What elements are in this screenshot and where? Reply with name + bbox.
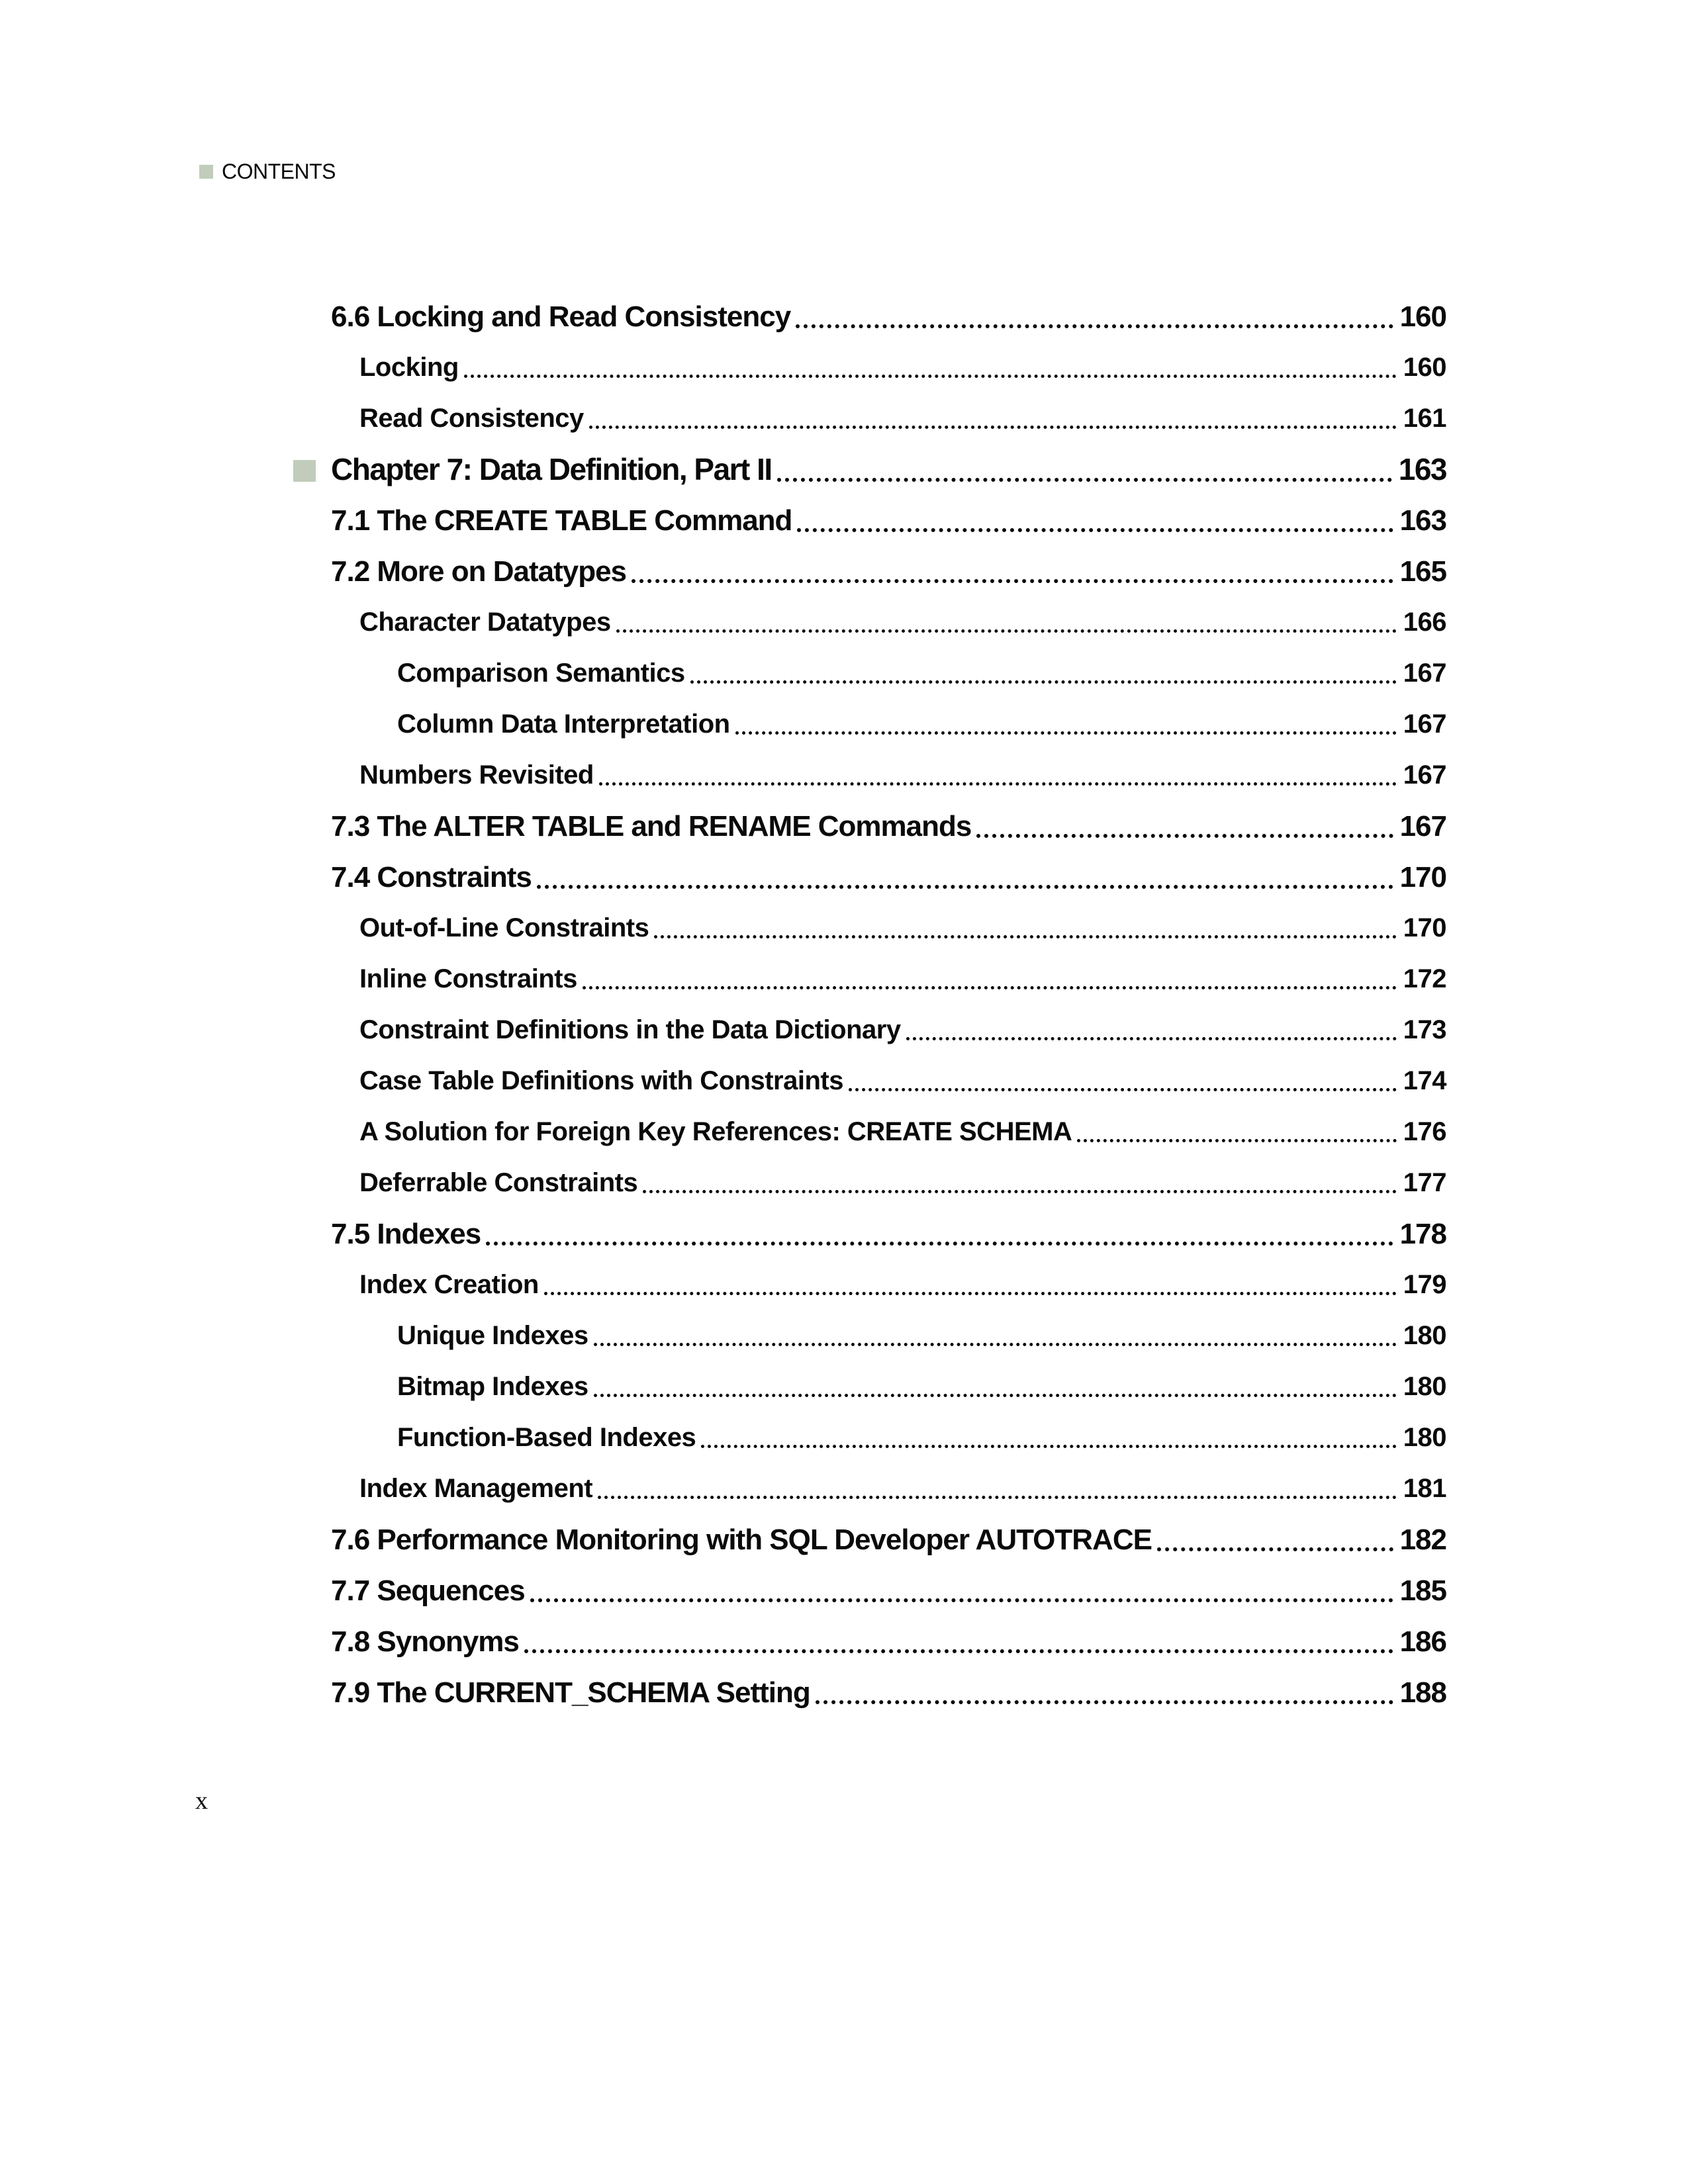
toc-entry-label: Constraint Definitions in the Data Dictionary xyxy=(359,1015,901,1044)
dot-leader xyxy=(589,426,1397,429)
toc-entry-page-number: 163 xyxy=(1399,504,1446,537)
dot-leader xyxy=(777,478,1392,482)
dot-leader xyxy=(464,375,1397,378)
toc-entry-page-number: 177 xyxy=(1403,1168,1446,1197)
toc-entry-page-number: 165 xyxy=(1399,555,1446,588)
dot-leader xyxy=(632,579,1393,583)
toc-entry-page-number: 160 xyxy=(1399,300,1446,333)
dot-leader xyxy=(1077,1139,1396,1142)
toc-entry-label: Locking xyxy=(359,353,459,382)
toc-entry-label: Inline Constraints xyxy=(359,964,577,993)
toc-entry-page-number: 181 xyxy=(1403,1474,1446,1503)
toc-entry xyxy=(293,1616,1446,1667)
toc-entry xyxy=(293,1259,1446,1310)
toc-entry-page-number: 174 xyxy=(1403,1066,1446,1095)
header-square-icon xyxy=(199,165,213,179)
toc-entry-label: Bitmap Indexes xyxy=(397,1372,588,1401)
toc-entry-page-number: 163 xyxy=(1398,452,1446,486)
dot-leader xyxy=(598,1496,1397,1499)
toc-entry xyxy=(293,1565,1446,1616)
toc-entry-page-number: 161 xyxy=(1403,404,1446,433)
toc-entry-page-number: 179 xyxy=(1403,1270,1446,1299)
toc-entry xyxy=(293,1208,1446,1259)
toc-entry-page-number: 188 xyxy=(1399,1676,1446,1709)
toc-entry xyxy=(293,903,1446,954)
toc-entry-page-number: 167 xyxy=(1403,659,1446,688)
toc-entry-page-number: 185 xyxy=(1399,1574,1446,1607)
toc-entry xyxy=(293,852,1446,903)
toc-entry-label: Index Creation xyxy=(359,1270,539,1299)
dot-leader xyxy=(594,1343,1397,1346)
dot-leader xyxy=(654,935,1396,938)
toc-entry-page-number: 176 xyxy=(1403,1117,1446,1146)
dot-leader xyxy=(643,1190,1397,1193)
toc-entry xyxy=(293,495,1446,546)
toc-entry-label: 7.7 Sequences xyxy=(331,1574,525,1607)
toc-entry xyxy=(293,1463,1446,1514)
toc-entry-label: Comparison Semantics xyxy=(397,659,685,688)
toc-entry-page-number: 170 xyxy=(1399,861,1446,893)
toc-entry-label: Numbers Revisited xyxy=(359,760,594,790)
dot-leader xyxy=(816,1700,1393,1704)
toc-entry xyxy=(293,393,1446,444)
toc-entry xyxy=(293,1005,1446,1056)
toc-entry-label: Case Table Definitions with Constraints xyxy=(359,1066,843,1095)
toc-entry-label: 7.6 Performance Monitoring with SQL Developer AUTOTRACE xyxy=(331,1524,1152,1556)
toc-entry-label: 6.6 Locking and Read Consistency xyxy=(331,300,791,333)
toc-entry-label: Function-Based Indexes xyxy=(397,1423,696,1452)
folio-page-number: x xyxy=(195,1787,208,1815)
toc-entry xyxy=(293,801,1446,852)
toc-entry xyxy=(293,1667,1446,1718)
toc-entry xyxy=(293,699,1446,750)
dot-leader xyxy=(530,1598,1393,1602)
toc-entry-page-number: 180 xyxy=(1403,1321,1446,1350)
dot-leader xyxy=(796,324,1393,328)
toc-entry xyxy=(293,444,1446,495)
toc-entry-label: A Solution for Foreign Key References: CREATE SCHEMA xyxy=(359,1117,1072,1146)
toc-entry-label: Out-of-Line Constraints xyxy=(359,913,649,942)
dot-leader xyxy=(1157,1547,1393,1551)
dot-leader xyxy=(544,1292,1397,1295)
toc-entry-label: 7.3 The ALTER TABLE and RENAME Commands xyxy=(331,810,972,842)
toc-entry-label: Character Datatypes xyxy=(359,608,611,637)
toc-entry-page-number: 180 xyxy=(1403,1423,1446,1452)
dot-leader xyxy=(594,1394,1397,1397)
toc-entry-page-number: 160 xyxy=(1403,353,1446,382)
toc-entry-page-number: 166 xyxy=(1403,608,1446,637)
toc-entry-page-number: 167 xyxy=(1403,760,1446,790)
dot-leader xyxy=(849,1088,1397,1091)
toc-entry-page-number: 173 xyxy=(1403,1015,1446,1044)
toc-entry-label: Column Data Interpretation xyxy=(397,709,730,739)
toc-entry-label: 7.1 The CREATE TABLE Command xyxy=(331,504,792,537)
running-head xyxy=(199,161,336,182)
toc-entry xyxy=(293,750,1446,801)
dot-leader xyxy=(906,1037,1397,1040)
toc-entry-label: Chapter 7: Data Definition, Part II xyxy=(331,452,772,486)
toc-entry xyxy=(293,1056,1446,1107)
toc-entry-label: Deferrable Constraints xyxy=(359,1168,638,1197)
running-head-label: CONTENTS xyxy=(222,159,336,183)
toc-entry xyxy=(293,546,1446,597)
dot-leader xyxy=(583,986,1397,989)
toc-entry-label: 7.2 More on Datatypes xyxy=(331,555,627,588)
toc-entry xyxy=(293,597,1446,648)
toc-entry-page-number: 180 xyxy=(1403,1372,1446,1401)
toc-entry-page-number: 186 xyxy=(1399,1625,1446,1658)
dot-leader xyxy=(690,680,1397,684)
toc-entry-page-number: 178 xyxy=(1399,1218,1446,1250)
dot-leader xyxy=(524,1649,1393,1653)
dot-leader xyxy=(599,782,1397,786)
toc-entry-label: Read Consistency xyxy=(359,404,584,433)
toc-entry xyxy=(293,1310,1446,1361)
toc-entry xyxy=(293,291,1446,342)
toc-entry xyxy=(293,954,1446,1005)
dot-leader xyxy=(486,1242,1393,1246)
toc-entry xyxy=(293,1412,1446,1463)
toc-entry-page-number: 167 xyxy=(1403,709,1446,739)
toc-entry xyxy=(293,1107,1446,1158)
page-footer xyxy=(195,1788,208,1813)
toc-entry-page-number: 172 xyxy=(1403,964,1446,993)
dot-leader xyxy=(537,885,1393,889)
chapter-square-icon xyxy=(293,460,316,482)
toc-entry-page-number: 182 xyxy=(1399,1524,1446,1556)
dot-leader xyxy=(616,629,1397,633)
table-of-contents xyxy=(293,291,1446,1718)
toc-entry xyxy=(293,342,1446,393)
toc-entry-label: 7.4 Constraints xyxy=(331,861,532,893)
toc-entry-label: 7.8 Synonyms xyxy=(331,1625,519,1658)
toc-entry-label: 7.9 The CURRENT_SCHEMA Setting xyxy=(331,1676,810,1709)
toc-entry-label: 7.5 Indexes xyxy=(331,1218,481,1250)
toc-entry-page-number: 167 xyxy=(1399,810,1446,842)
toc-entry xyxy=(293,648,1446,699)
toc-entry-label: Index Management xyxy=(359,1474,593,1503)
dot-leader xyxy=(797,528,1393,532)
toc-entry xyxy=(293,1361,1446,1412)
dot-leader xyxy=(701,1445,1396,1448)
toc-entry-page-number: 170 xyxy=(1403,913,1446,942)
toc-entry-label: Unique Indexes xyxy=(397,1321,588,1350)
dot-leader xyxy=(735,731,1397,735)
toc-entry xyxy=(293,1158,1446,1208)
toc-entry xyxy=(293,1514,1446,1565)
dot-leader xyxy=(976,834,1393,838)
